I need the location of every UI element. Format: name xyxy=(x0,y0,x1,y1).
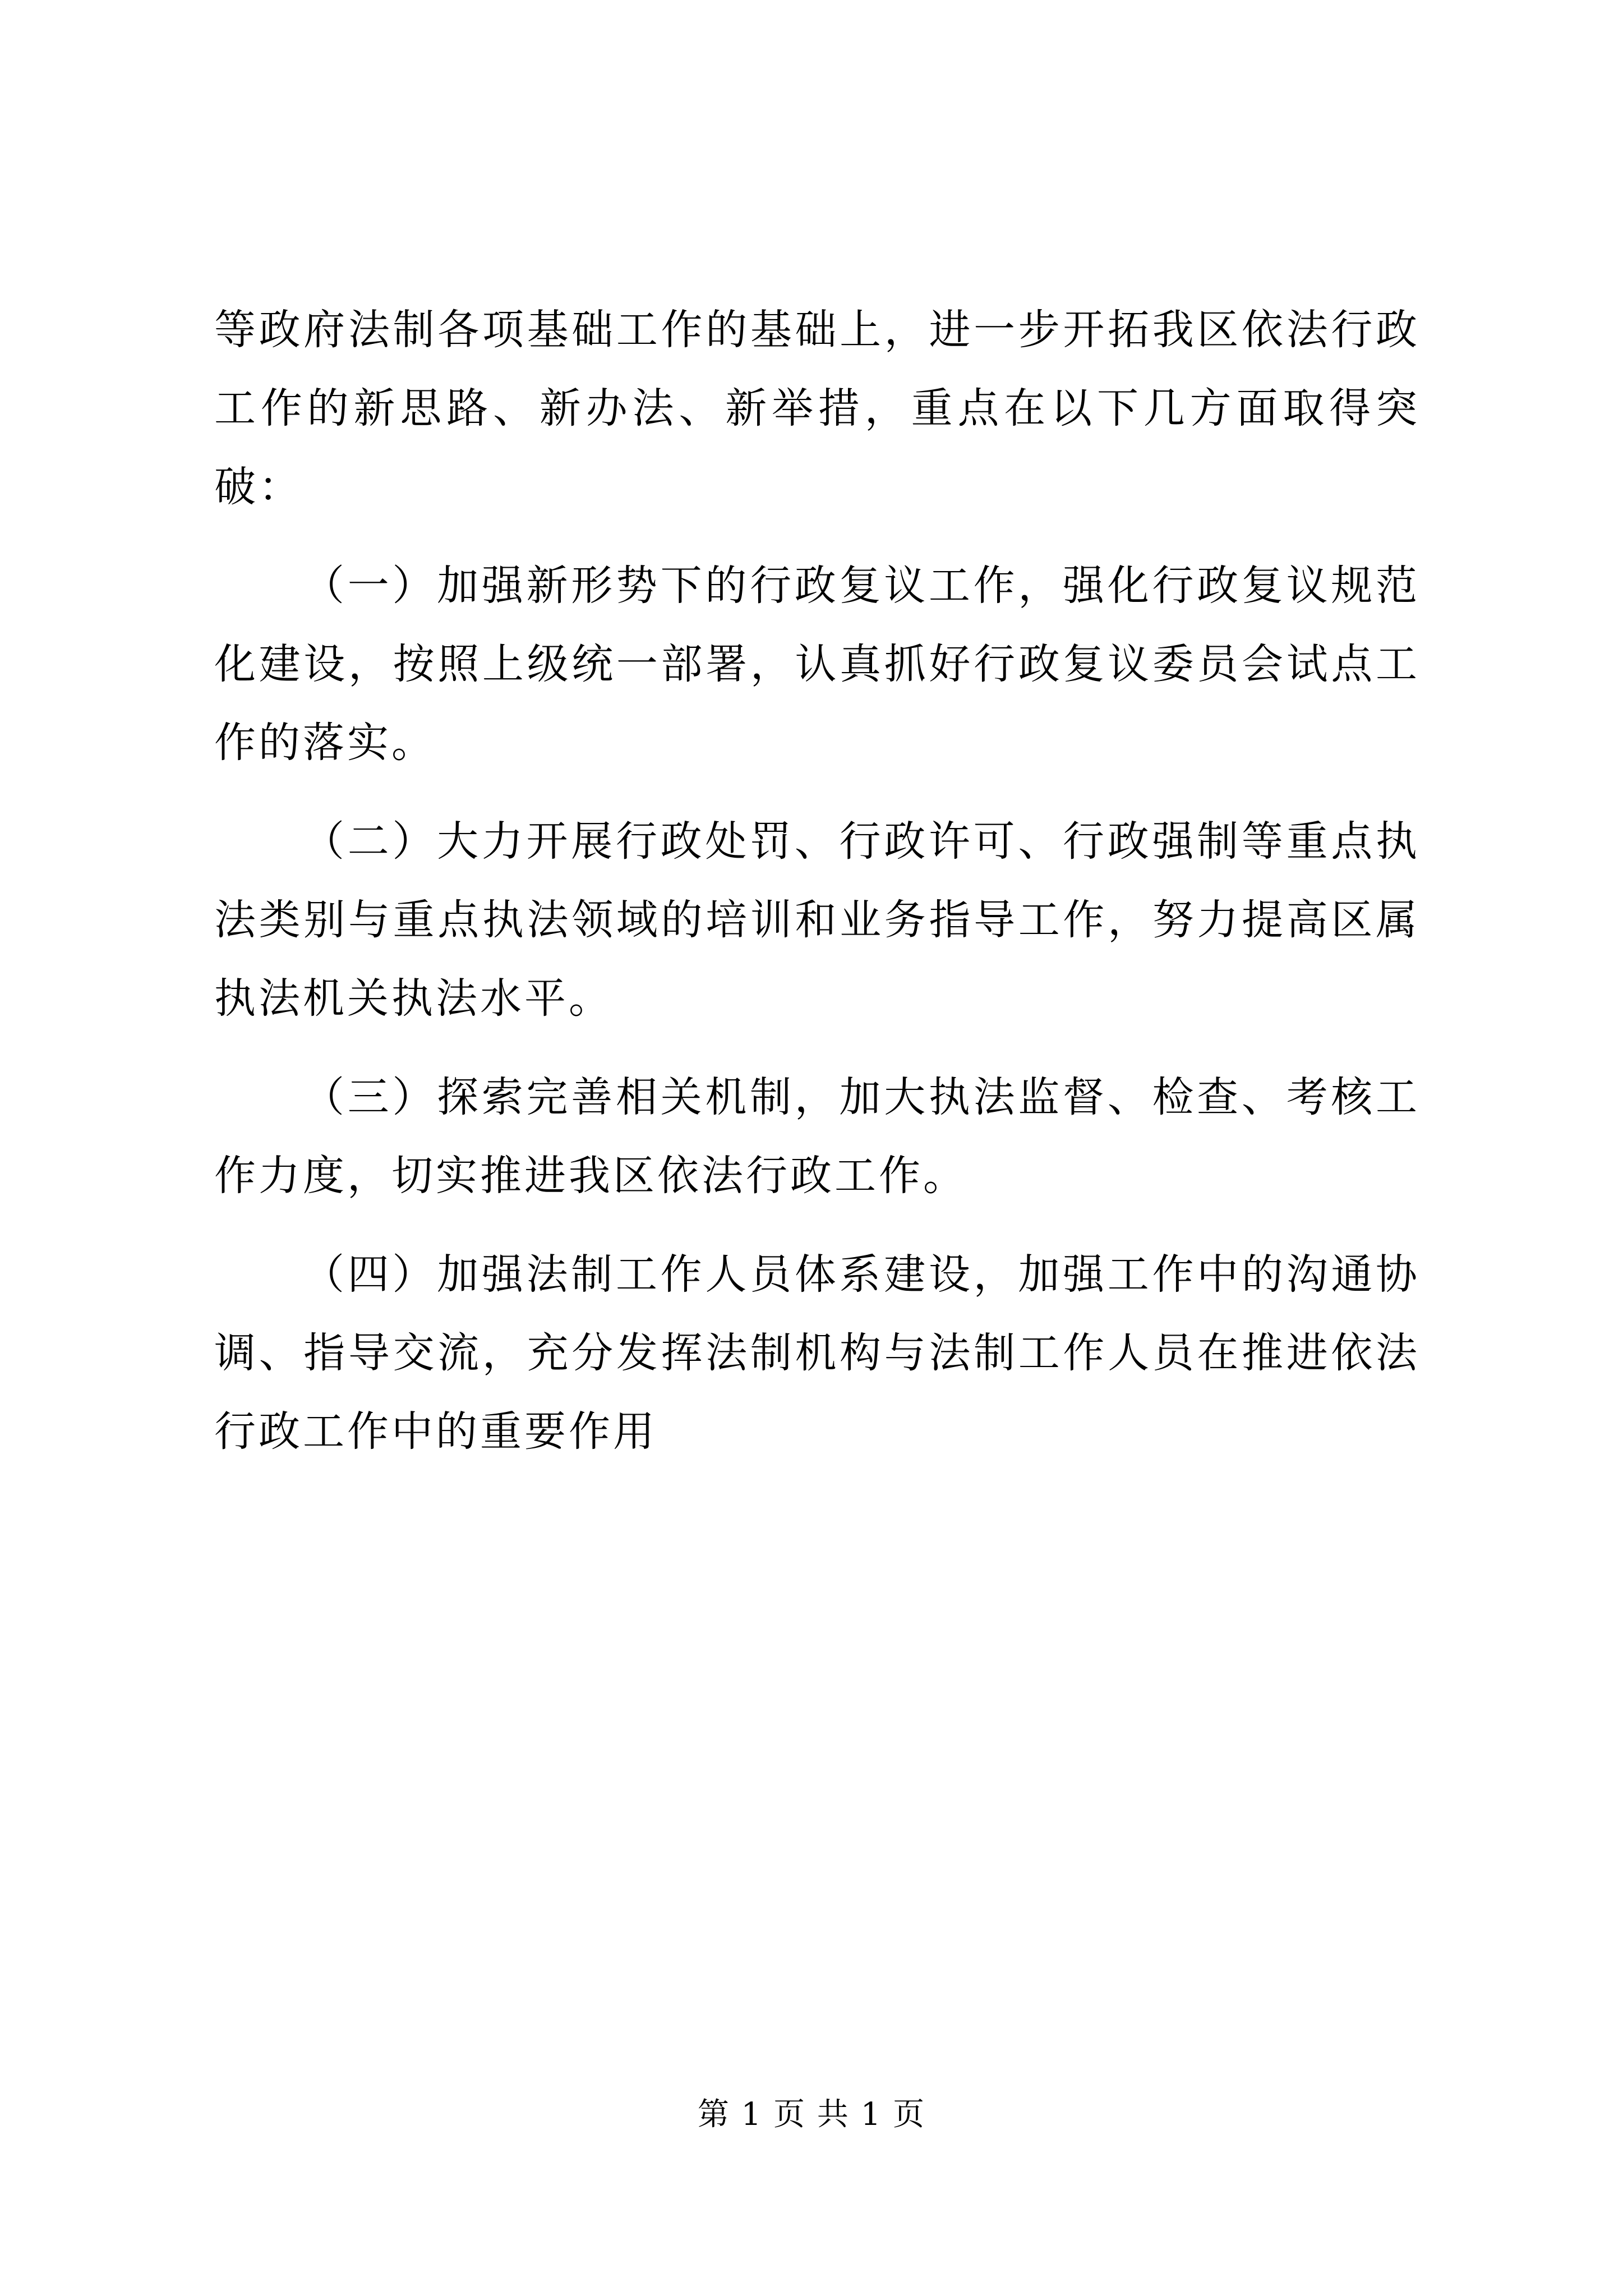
paragraph-intro: 等政府法制各项基础工作的基础上，进一步开拓我区依法行政工作的新思路、新办法、新举措，重点在以下几方面取得突破： xyxy=(214,306,1420,511)
paragraph-item-2: （二）大力开展行政处罚、行政许可、行政强制等重点执法类别与重点执法领域的培训和业务指导工作，努力提高区属执法机关执法水平。 xyxy=(214,817,1420,1023)
paragraph-item-1: （一）加强新形势下的行政复议工作，强化行政复议规范化建设，按照上级统一部署，认真抓好行政复议委员会试点工作的落实。 xyxy=(214,562,1420,767)
document-body xyxy=(214,291,1420,1491)
paragraph-item-4: （四）加强法制工作人员体系建设，加强工作中的沟通协调、指导交流，充分发挥法制机构与法制工作人员在推进依法行政工作中的重要作用 xyxy=(214,1250,1420,1456)
page-footer: 第 1 页 共 1 页 xyxy=(697,2096,926,2133)
paragraph-item-3: （三）探索完善相关机制，加大执法监督、检查、考核工作力度，切实推进我区依法行政工作。 xyxy=(214,1073,1420,1200)
